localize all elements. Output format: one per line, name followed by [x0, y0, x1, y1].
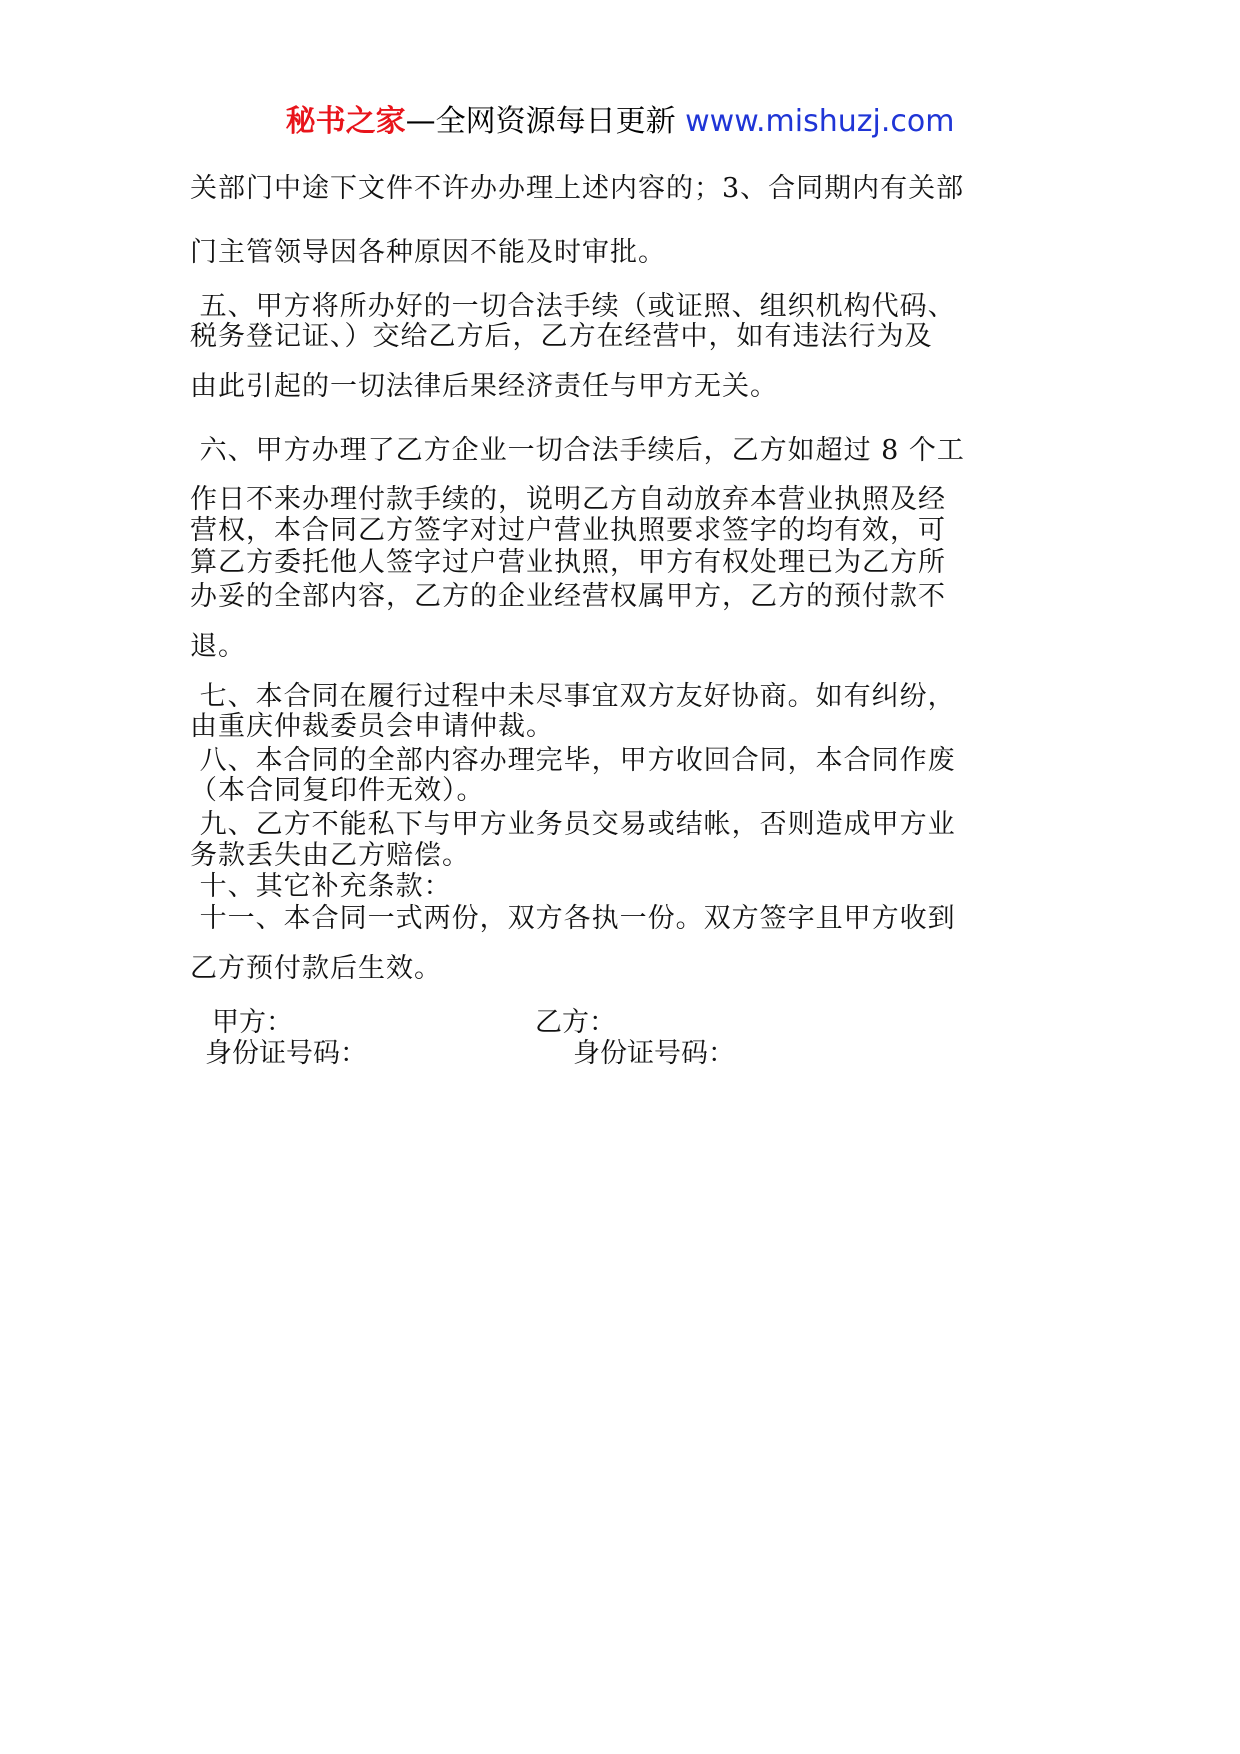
text-line: 由此引起的一切法律后果经济责任与甲方无关。: [190, 371, 778, 402]
text-line: 七、本合同在履行过程中未尽事宜双方友好协商。如有纠纷，: [190, 681, 956, 712]
header-slogan: —全网资源每日更新: [405, 104, 676, 139]
text-line: 五、甲方将所办好的一切合法手续（或证照、组织机构代码、: [190, 291, 956, 322]
text-line: 十一、本合同一式两份，双方各执一份。双方签字且甲方收到: [190, 903, 956, 934]
party-b-label: 乙方：: [535, 1007, 616, 1038]
party-a-id-label: 身份证号码：: [205, 1038, 367, 1069]
text-line: 六、甲方办理了乙方企业一切合法手续后，乙方如超过 8 个工: [190, 435, 965, 466]
text-line: 八、本合同的全部内容办理完毕，甲方收回合同，本合同作废: [190, 745, 956, 776]
text-line: 乙方预付款后生效。: [190, 953, 442, 984]
text-line: 算乙方委托他人签字过户营业执照，甲方有权处理已为乙方所: [190, 547, 946, 578]
text-line: 十、其它补充条款：: [190, 871, 452, 902]
site-url[interactable]: www.mishuzj.com: [685, 104, 955, 139]
brand-name: 秘书之家: [285, 104, 406, 139]
text-line: 关部门中途下文件不许办办理上述内容的；3、合同期内有关部: [190, 173, 965, 204]
text-line: 税务登记证、）交给乙方后，乙方在经营中，如有违法行为及: [190, 321, 933, 352]
text-line: 营权，本合同乙方签字对过户营业执照要求签字的均有效，可: [190, 515, 946, 546]
text-line: 务款丢失由乙方赔偿。: [190, 840, 470, 871]
site-header: [0, 102, 1240, 142]
party-a-label: 甲方：: [212, 1007, 293, 1038]
party-b-id-label: 身份证号码：: [573, 1038, 735, 1069]
text-line: 退。: [190, 631, 246, 662]
text-line: 作日不来办理付款手续的，说明乙方自动放弃本营业执照及经: [190, 484, 946, 515]
text-line: （本合同复印件无效）。: [190, 775, 485, 806]
text-line: 门主管领导因各种原因不能及时审批。: [190, 237, 666, 268]
text-line: 九、乙方不能私下与甲方业务员交易或结帐，否则造成甲方业: [190, 809, 956, 840]
text-line: 办妥的全部内容，乙方的企业经营权属甲方，乙方的预付款不: [190, 581, 946, 612]
text-line: 由重庆仲裁委员会申请仲裁。: [190, 711, 554, 742]
